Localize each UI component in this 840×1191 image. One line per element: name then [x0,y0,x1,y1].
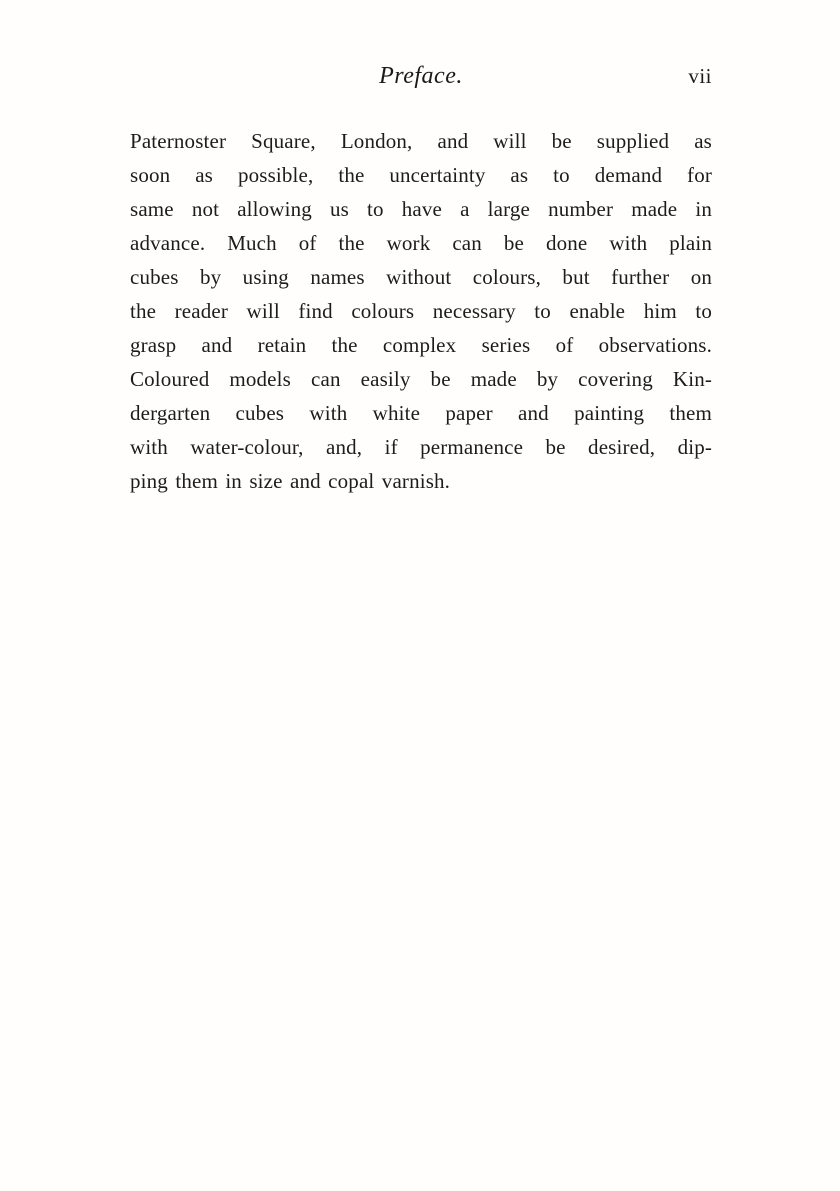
text-line: dergarten cubes with white paper and painting them [130,401,712,425]
paragraph [130,124,712,498]
text-line: same not allowing us to have a large number made in [130,197,712,221]
text-line: ping them in size and copal varnish. [130,469,451,493]
text-block [130,60,712,498]
text-line: soon as possible, the uncertainty as to demand for [130,163,712,187]
text-line: cubes by using names without colours, but further on [130,265,712,289]
text-line: with water-colour, and, if permanence be desired, dip- [130,435,712,459]
text-line: the reader will find colours necessary to enable him to [130,299,712,323]
text-line: Coloured models can easily be made by covering Kin- [130,367,712,391]
text-line: Paternoster Square, London, and will be supplied as [130,129,712,153]
page-number: vii [688,64,712,88]
running-title: Preface. [379,63,463,89]
text-line: grasp and retain the complex series of observations. [130,333,712,357]
text-line: advance. Much of the work can be done with plain [130,231,712,255]
page-header [130,60,712,96]
